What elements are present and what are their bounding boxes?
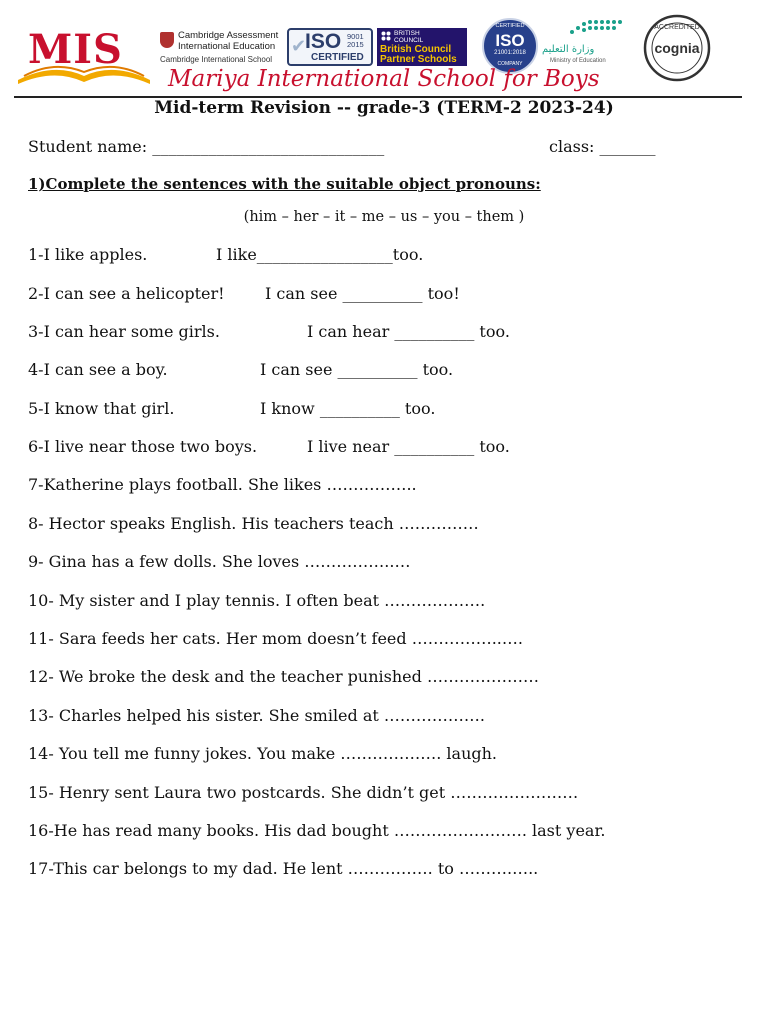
iso-9001-badge <box>287 28 373 66</box>
question-row: 13- Charles helped his sister. She smiled at ………………. <box>28 706 485 725</box>
section-heading: 1)Complete the sentences with the suitable object pronouns: <box>28 175 541 193</box>
question-row: 10- My sister and I play tennis. I often beat ………………. <box>28 591 486 610</box>
iso-21001-label: ISO <box>495 31 525 50</box>
british-council-badge <box>377 28 467 66</box>
page-title: Mid-term Revision -- grade-3 (TERM-2 2023-24) <box>154 98 614 118</box>
iso-21001-number: 21001:2018 <box>494 50 526 56</box>
iso-9001-label: ISO <box>305 30 342 53</box>
ministry-dots-icon <box>568 18 626 38</box>
word-bank: (him – her – it – me – us – you – them ) <box>243 209 525 225</box>
question-row: 14- You tell me funny jokes. You make ………………. laugh. <box>28 744 498 763</box>
question-row <box>28 360 454 379</box>
question-text: 3-I can hear some girls. <box>28 322 220 341</box>
question-row: 11- Sara feeds her cats. Her mom doesn’t feed ……………..…. <box>28 629 523 648</box>
question-row: 7-Katherine plays football. She likes …………….. <box>28 475 417 494</box>
question-row <box>28 245 424 264</box>
british-council-dots-icon <box>381 31 391 41</box>
question-row <box>28 322 510 341</box>
iso-9001-certified: CERTIFIED <box>311 52 364 63</box>
question-answer: I like_________________too. <box>216 245 424 264</box>
question-row: 8- Hector speaks English. His teachers teach …………… <box>28 514 479 533</box>
cognia-accreditation-seal <box>628 14 726 82</box>
student-name-field: Student name: _____________________________ <box>28 137 385 156</box>
question-row: 12- We broke the desk and the teacher punished ………………… <box>28 667 539 686</box>
cambridge-line-1: Cambridge Assessment <box>178 30 279 41</box>
iso-21001-bottom: COMPANY <box>497 61 523 67</box>
question-answer: I can see __________ too! <box>265 284 460 303</box>
iso-9001-number: 9001 2015 <box>347 32 364 49</box>
question-row: 17-This car belongs to my dad. He lent ……………. to ……….….. <box>28 859 539 878</box>
question-answer: I can hear __________ too. <box>307 322 510 341</box>
class-field: class: _______ <box>549 137 656 156</box>
british-council-title-2: Partner Schools <box>380 54 457 65</box>
british-council-title-1: British Council <box>380 44 452 55</box>
shield-icon <box>160 32 174 48</box>
question-row: 16-He has read many books. His dad bought ……………………. last year. <box>28 821 606 840</box>
question-text: 4-I can see a boy. <box>28 360 168 379</box>
cambridge-line-3: Cambridge International School <box>160 55 273 64</box>
question-row <box>28 437 510 456</box>
cambridge-line-2: International Education <box>178 41 276 52</box>
cognia-top-text: ACCREDITED <box>654 24 700 31</box>
question-answer: I can see __________ too. <box>260 360 454 379</box>
question-text: 2-I can see a helicopter! <box>28 284 225 303</box>
ministry-logo <box>542 18 626 68</box>
school-logo-text: MIS <box>28 26 123 73</box>
question-answer: I know __________ too. <box>260 399 436 418</box>
british-council-small: BRITISH COUNCIL <box>394 30 424 44</box>
question-text: 6-I live near those two boys. <box>28 437 258 456</box>
ministry-english: Ministry of Education <box>550 58 606 64</box>
british-council-title <box>380 45 457 65</box>
letterhead <box>0 0 768 100</box>
question-row <box>28 399 436 418</box>
school-name: Mariya International School for Boys <box>168 66 600 92</box>
cambridge-logo <box>160 30 282 66</box>
cognia-name-text: cognia <box>654 40 700 56</box>
iso-21001-top: CERTIFIED <box>495 23 525 29</box>
question-text: 1-I like apples. <box>28 245 148 264</box>
question-row: 9- Gina has a few dolls. She loves ……………..… <box>28 552 411 571</box>
question-answer: I live near __________ too. <box>307 437 510 456</box>
question-row: 15- Henry sent Laura two postcards. She didn’t get …………………… <box>28 783 579 802</box>
check-icon: ✔ <box>291 36 307 57</box>
ministry-arabic: وزارة التعليم <box>542 44 595 55</box>
question-row <box>28 284 460 303</box>
question-text: 5-I know that girl. <box>28 399 175 418</box>
